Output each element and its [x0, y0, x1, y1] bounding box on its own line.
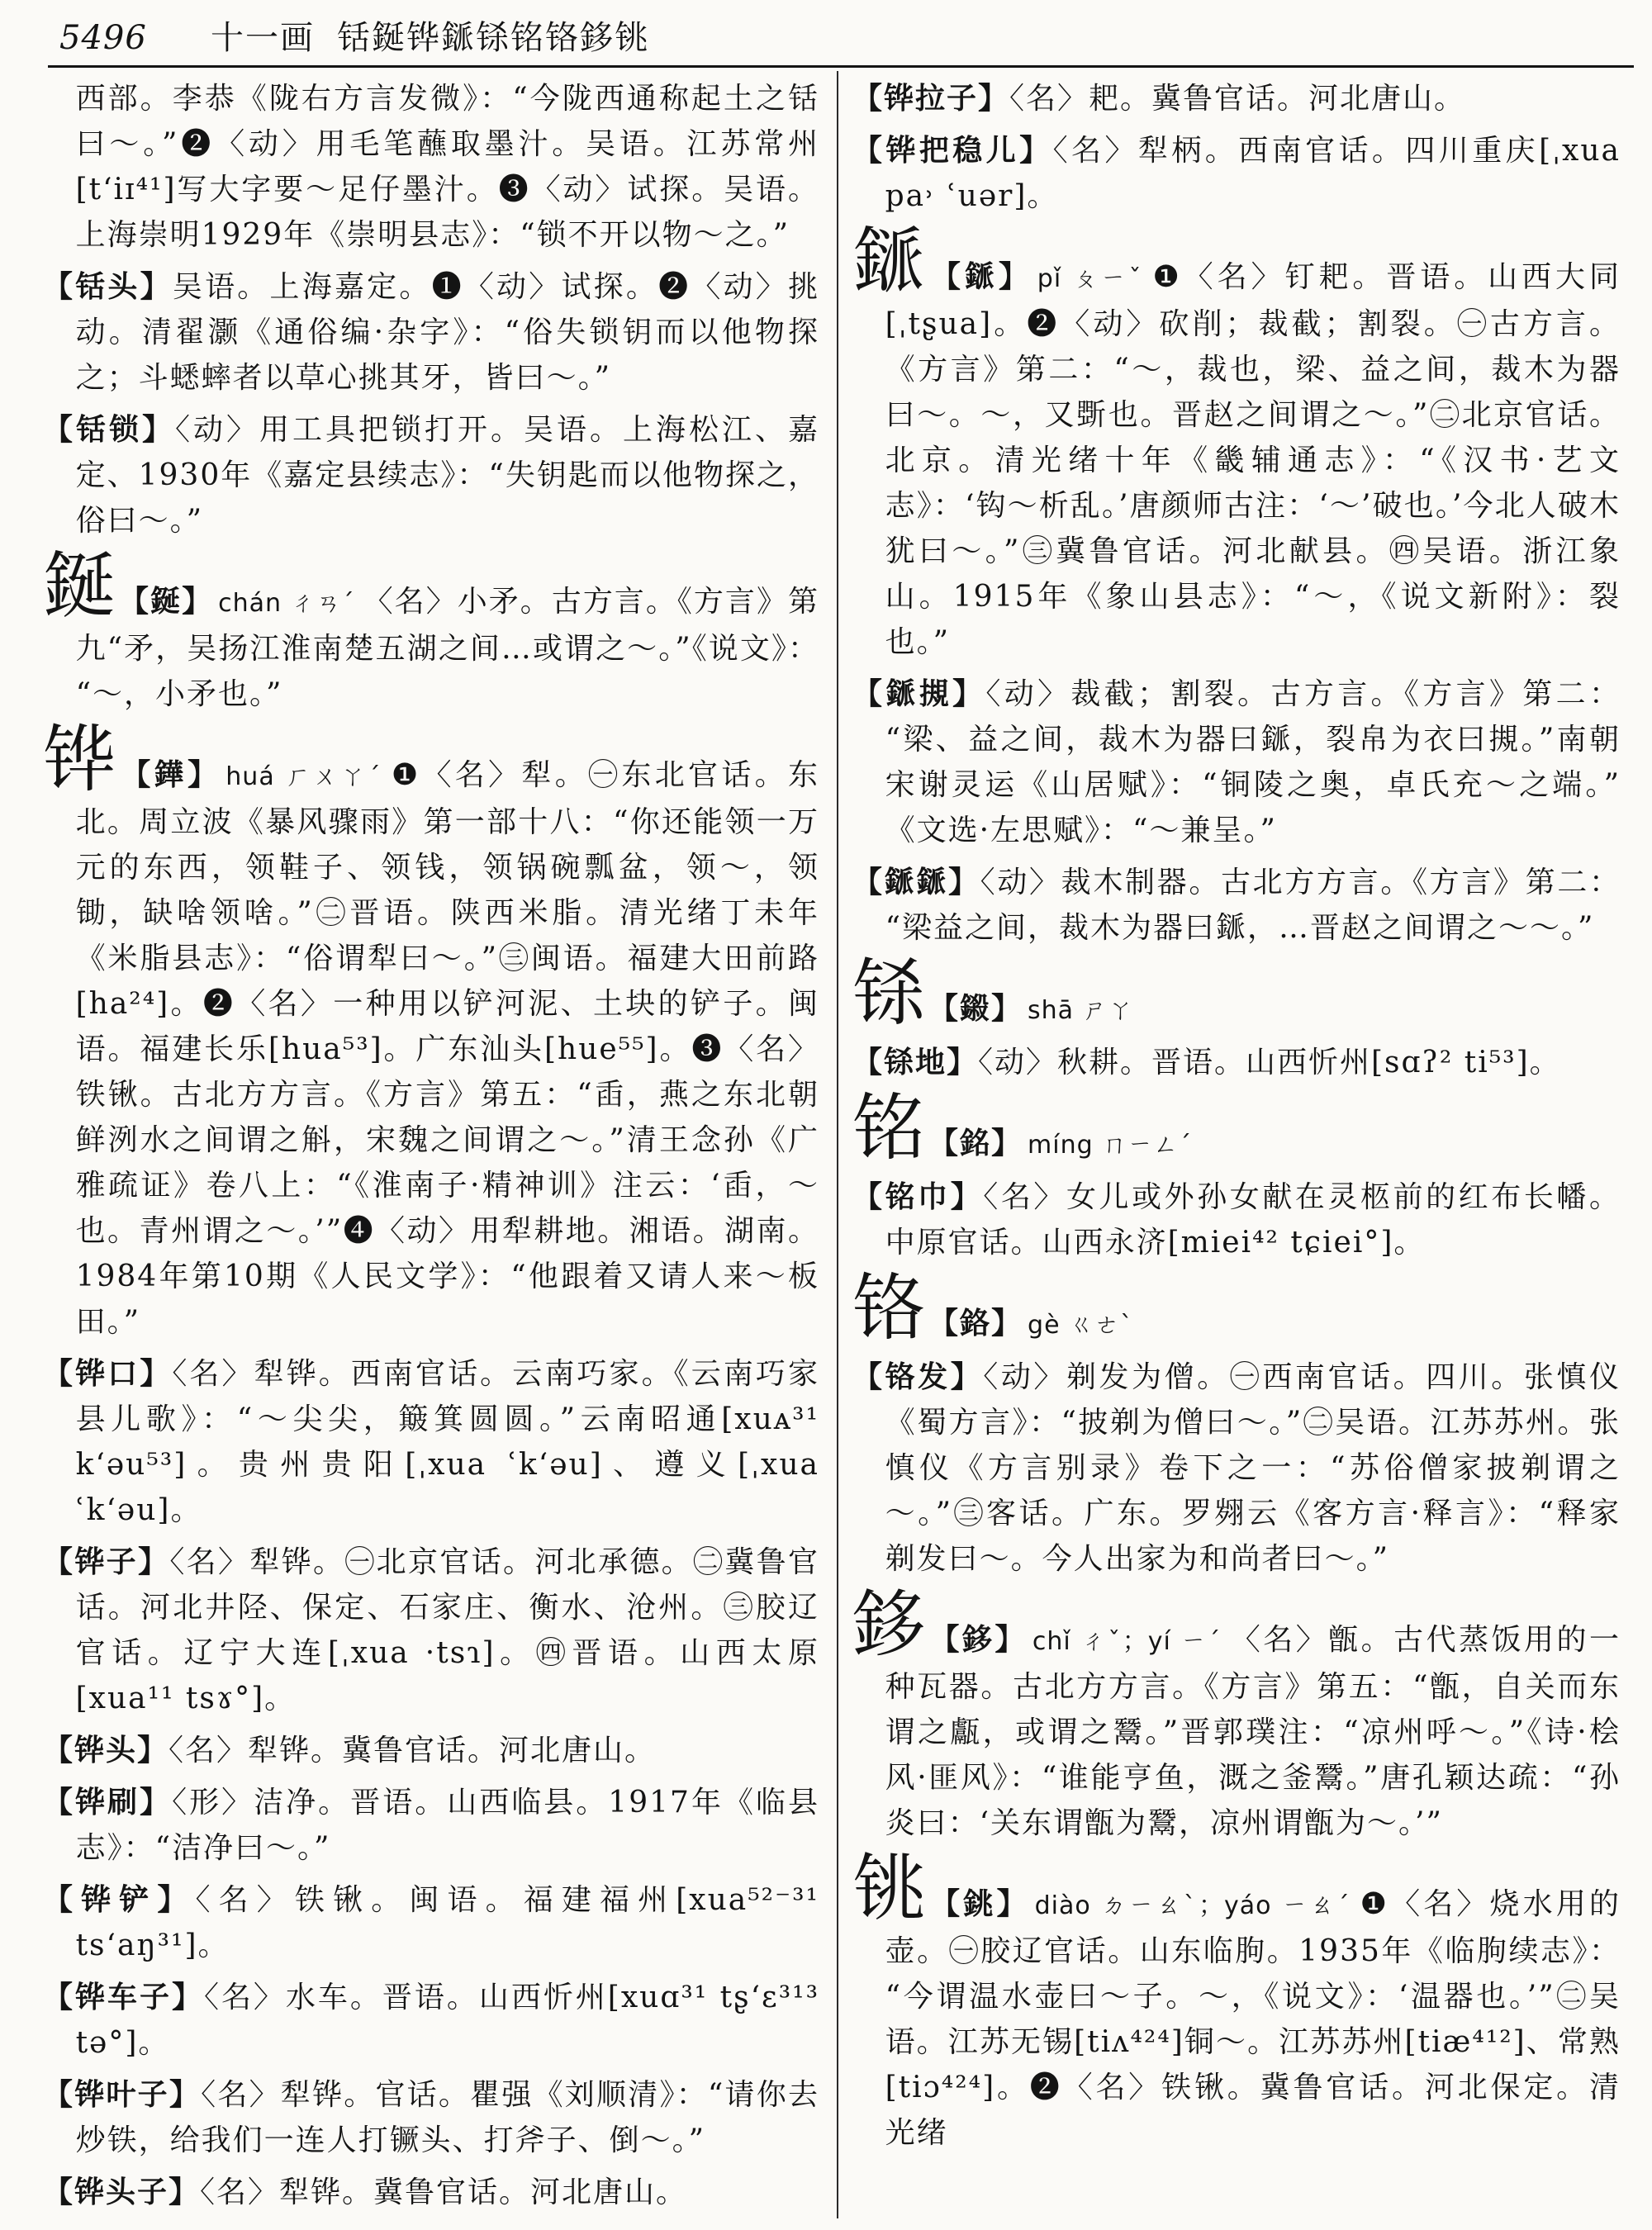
column-divider [837, 71, 838, 2218]
definition-text: 〈名〉犁铧。官话。瞿强《刘顺清》：“请你去炒铁，给我们一连人打镢头、打斧子、倒～。” [75, 2078, 819, 2157]
headword-entry [852, 1846, 1621, 2156]
compound-entry [43, 264, 819, 401]
traditional-form: 【鏵】 [121, 757, 221, 792]
headword-entry [852, 1582, 1621, 1846]
compound-term: 【鎃鎃】 [852, 865, 980, 899]
definition-text: ❶〈名〉烧水用的壶。㊀胶辽官话。山东临朐。1935年《临朐续志》：“今谓温水壶曰～子。～，《说文》：‘温器也。’”㊁吴语。江苏无锡[tiʌ⁴²⁴]铜～。江苏苏州[tiæ⁴¹²]、常熟[tiɔ⁴²⁴]。❷〈名〉铁锹。冀鲁官话。河北保定。清光绪 [885, 1887, 1621, 2150]
traditional-form: 【鎩】 [928, 991, 1023, 1026]
headword-entry [43, 717, 819, 1345]
compound-entry [852, 1040, 1621, 1085]
page-number: 5496 [59, 19, 147, 57]
pronunciation: huá ㄏㄨㄚˊ [225, 762, 383, 791]
compound-entry [43, 407, 819, 543]
definition-text: 〈名〉耙。冀鲁官话。河北唐山。 [1009, 82, 1466, 116]
pronunciation: chán ㄔㄢˊ [218, 589, 355, 618]
compound-entry [852, 1355, 1621, 1582]
definition-text: 〈动〉用工具把锁打开。吴语。上海松江、嘉定、1930年《嘉定县续志》：“失钥匙而以他物探之，俗曰～。” [75, 413, 819, 538]
definition-text: 〈名〉水车。晋语。山西忻州[xuɑ³¹ tʂʻɛ³¹³ tə°]。 [75, 1981, 819, 2060]
headword-char: 铫 [852, 1846, 928, 1931]
compound-term: 【铧车子】 [43, 1980, 204, 2014]
compound-entry [43, 2072, 819, 2163]
headword-char: 鉹 [852, 1582, 927, 1667]
pronunciation: gè ㄍㄜˋ [1028, 1311, 1134, 1340]
traditional-form: 【鉹】 [929, 1622, 1028, 1657]
definition-text: 〈名〉犁柄。西南官话。四川重庆[ˌxua pa˒ ʿuər]。 [885, 134, 1621, 213]
compound-entry [852, 76, 1621, 121]
pronunciation: chǐ ㄔˇ；yí ㄧˊ [1032, 1627, 1222, 1656]
traditional-form: 【鉻】 [928, 1306, 1023, 1340]
headword-char: 鋋 [43, 543, 116, 629]
headword-char: 铧 [43, 717, 118, 802]
stroke-section: 十一画 [211, 19, 315, 57]
compound-term: 【铧拉子】 [852, 81, 1010, 116]
definition-text: 吴语。上海嘉定。❶〈动〉试探。❷〈动〉挑动。清翟灏《通俗编·杂字》：“俗失锁钥而以他物探之；斗蟋蟀者以草心挑其牙，皆曰～。” [75, 270, 819, 395]
definition-text: ❶〈名〉犁。㊀东北官话。东北。周立波《暴风骤雨》第一部十八：“你还能领一万元的东西，领鞋子、领钱，领锅碗瓢盆，领～，领锄，缺啥领啥。”㊁晋语。陕西米脂。清光绪丁未年《米脂县志》：“俗谓犁曰～。”㊂闽语。福建大田前路[ha²⁴]。❷〈名〉一种用以铲河泥、土块的铲子。闽语。福建长乐[hua⁵³]。广东汕头[hue⁵⁵]。❸〈名〉铁锹。古北方方言。《方言》第五：“臿，燕之东北朝鲜洌水之间谓之斛，宋魏之间谓之～。”清王念孙《广雅疏证》卷八上：“《淮南子·精神训》注云：‘臿，～也。青州谓之～。’”❹〈动〉用犁耕地。湘语。湖南。1984年第10期《人民文学》：“他跟着又请人来～板田。” [75, 758, 819, 1339]
pronunciation: pǐ ㄆㄧˇ [1037, 264, 1145, 293]
compound-term: 【鎃摫】 [852, 676, 986, 711]
compound-term: 【铬发】 [852, 1359, 984, 1394]
compound-entry [43, 1780, 819, 1871]
headword-entry [852, 219, 1621, 665]
definition-text: 〈动〉秋耕。晋语。山西忻州[sɑʔ² ti⁵³]。 [978, 1046, 1561, 1079]
headword-char: 铭 [852, 1085, 926, 1170]
compound-term: 【铭巾】 [852, 1179, 984, 1214]
headword-entry [43, 543, 819, 717]
definition-text: 〈形〉洁净。晋语。山西临县。1917年《临县志》：“洁净曰～。” [75, 1786, 819, 1865]
compound-entry [43, 2170, 819, 2215]
compound-entry [43, 1728, 819, 1773]
compound-term: 【铦头】 [43, 269, 173, 304]
compound-term: 【铧把稳儿】 [852, 133, 1053, 168]
right-column [852, 76, 1621, 2223]
compound-entry [852, 860, 1621, 951]
headword-char: 铬 [852, 1265, 926, 1350]
definition-text: 〈名〉犁铧。冀鲁官话。河北唐山。 [169, 1734, 657, 1767]
compound-entry [43, 1540, 819, 1721]
headword-index: 铦鋋铧鎃铩铭铬鉹铫 [337, 19, 649, 57]
headword-entry [852, 1265, 1621, 1350]
pronunciation: shā ㄕㄚ [1028, 996, 1134, 1025]
compound-term: 【铩地】 [852, 1045, 979, 1079]
traditional-form: 【銘】 [928, 1126, 1023, 1160]
header-rule [48, 65, 1634, 68]
headword-char: 铩 [852, 951, 926, 1036]
definition-text: 〈名〉铁锹。闽语。福建福州[xua⁵²⁻³¹ tsʻaŋ³¹]。 [75, 1883, 819, 1962]
compound-term: 【铧头】 [43, 1733, 169, 1767]
compound-entry [43, 1877, 819, 1968]
compound-term: 【铧口】 [43, 1356, 173, 1391]
continued-entry [43, 76, 819, 258]
compound-term: 【铦锁】 [43, 412, 175, 447]
definition-text: 西部。李恭《陇右方言发微》：“今陇西通称起土之铦曰～。”❷〈动〉用毛笔蘸取墨汁。吴语。江苏常州[tʻiɪ⁴¹]写大字要～足仔墨汁。❸〈动〉试探。吴语。上海崇明1929年《崇明县志》：“锁不开以物～之。” [75, 82, 819, 252]
traditional-form: 【鎃】 [930, 259, 1032, 294]
definition-text: 〈名〉女儿或外孙女献在灵柩前的红布长幡。中原官话。山西永济[miei⁴² tɕiei°]。 [885, 1180, 1621, 1260]
definition-text: 〈动〉裁截；割裂。古方言。《方言》第二：“梁、益之间，裁木为器曰鎃，裂帛为衣曰摫。”南朝宋谢灵运《山居赋》：“铜陵之奥，卓氏充～之端。”《文选·左思赋》：“～兼呈。” [885, 677, 1621, 847]
compound-term: 【铧刷】 [43, 1785, 173, 1820]
headword-entry [852, 951, 1621, 1036]
compound-entry [852, 1174, 1621, 1265]
left-column [43, 76, 819, 2223]
definition-text: ❶〈名〉钉耙。晋语。山西大同[ˌtʂua]。❷〈动〉砍削；裁截；割裂。㊀古方言。《方言》第二：“～，裁也，梁、益之间，裁木为器曰～。～，又斲也。晋赵之间谓之～。”㊁北京官话。北京。清光绪十年《畿辅通志》：“《汉书·艺文志》：‘钩～析乱。’唐颜师古注：‘～’破也。’今北人破木犹曰～。”㊂冀鲁官话。河北献县。㊃吴语。浙江象山。1915年《象山县志》：“～，《说文新附》：裂也。” [885, 260, 1621, 659]
definition-text: 〈名〉犁铧。㊀北京官话。河北承德。㊁冀鲁官话。河北井陉、保定、石家庄、衡水、沧州。㊂胶辽官话。辽宁大连[ˌxua ·tsɿ]。㊃晋语。山西太原[xua¹¹ tsɤ°]。 [75, 1545, 819, 1715]
compound-entry [852, 671, 1621, 853]
compound-term: 【铧头子】 [43, 2175, 201, 2209]
traditional-form: 【鋋】 [119, 584, 214, 619]
compound-term: 【铧叶子】 [43, 2077, 202, 2112]
definition-text: 〈动〉裁木制器。古北方方言。《方言》第二：“梁益之间，裁木为器曰鎃，…晋赵之间谓之～～。” [885, 866, 1621, 945]
definition-text: 〈动〉剃发为僧。㊀西南官话。四川。张慎仪《蜀方言》：“披剃为僧曰～。”㊁吴语。江苏苏州。张慎仪《方言别录》卷下之一：“苏俗僧家披剃谓之～。”㊂客话。广东。罗翙云《客方言·释言》：“释家剃发曰～。今人出家为和尚者曰～。” [885, 1360, 1621, 1576]
definition-text: 〈名〉甑。古代蒸饭用的一种瓦器。古北方方言。《方言》第五：“甑，自关而东谓之甗，或谓之鬵。”晋郭璞注：“凉州呼～。”《诗·桧风·匪风》：“谁能亨鱼，溉之釜鬵。”唐孔颖达疏：“孙炎曰：‘关东谓甑为鬵，凉州谓甑为～。’” [885, 1623, 1621, 1840]
headword-entry [852, 1085, 1621, 1170]
traditional-form: 【銚】 [930, 1886, 1030, 1921]
page-header [0, 15, 1652, 61]
compound-term: 【铧子】 [43, 1544, 170, 1579]
pronunciation: míng ㄇㄧㄥˊ [1028, 1131, 1193, 1160]
compound-entry [852, 128, 1621, 219]
headword-char: 鎃 [852, 219, 928, 304]
definition-text: 〈名〉犁铧。冀鲁官话。河北唐山。 [200, 2175, 688, 2209]
pronunciation: diào ㄉㄧㄠˋ；yáo ㄧㄠˊ [1034, 1891, 1352, 1920]
compound-entry [43, 1975, 819, 2066]
definition-text: 〈名〉犁铧。西南官话。云南巧家。《云南巧家县儿歌》：“～尖尖，簸箕圆圆。”云南昭通[xuᴀ³¹ kʻəu⁵³]。贵州贵阳[ˌxua ʿkʻəu]、遵义[ˌxua ʿkʻəu]。 [75, 1357, 819, 1527]
compound-term: 【铧铲】 [43, 1882, 196, 1917]
compound-entry [43, 1351, 819, 1533]
definition-text: 〈名〉小矛。古方言。《方言》第九“矛，吴扬江淮南楚五湖之间…或谓之～。”《说文》：“～，小矛也。” [75, 585, 819, 711]
